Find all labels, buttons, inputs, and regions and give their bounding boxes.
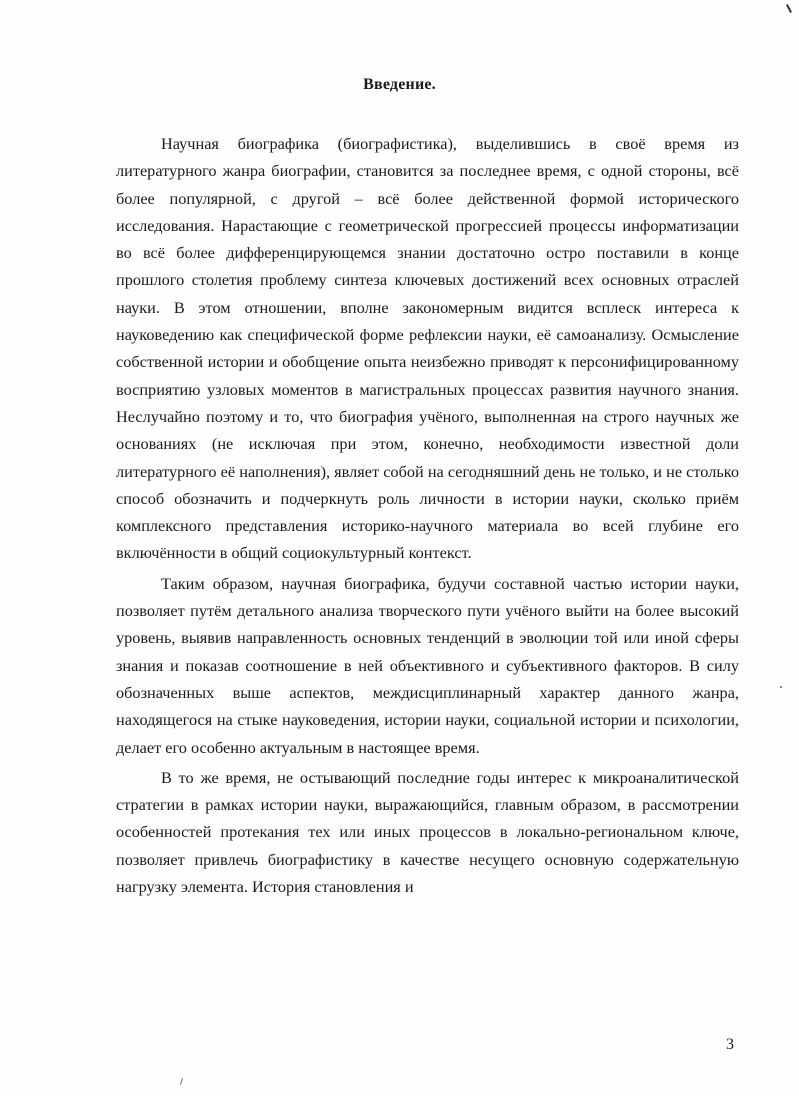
scan-dot-icon: [780, 686, 782, 688]
paragraph-1: Научная биографика (биографистика), выделившись в своё время из литературного жанра биографии, становится за последнее время, с одной стороны, всё более популярной, с другой – всё более действенной формой исторического исследования. Нарастающие с геометрической прогрессией процессы информатизации во всё более дифференцирующемся знании достаточно остро поставили в конце прошлого столетия проблему синтеза ключевых достижений всех основных отраслей науки. В этом отношении, вполне закономерным видится всплеск интереса к науковедению как специфической форме рефлексии науки, её самоанализу. Осмысление собственной истории и обобщение опыта неизбежно приводят к персонифицированному восприятию узловых моментов в магистральных процессах развития научного знания. Неслучайно поэтому и то, что биография учёного, выполненная на строго научных же основаниях (не исключая при этом, конечно, необходимости известной доли литературного её наполнения), являет собой на сегодняшний день не только, и не столько способ обозначить и подчеркнуть роль личности в истории науки, сколько приём комплексного представления историко-научного материала во всей глубине его включённости в общий социокультурный контекст.: [116, 134, 739, 563]
page-title: Введение.: [363, 76, 436, 93]
body-text: [116, 130, 739, 900]
paragraph-3: В то же время, не остывающий последние годы интерес к микроаналитической стратегии в рамках истории науки, выражающийся, главным образом, в рассмотрении особенностей протекания тех или иных процессов в локально-региональном ключе, позволяет привлечь биографистику в качестве несущего основную содержательную нагрузку элемента. История становления и: [116, 767, 739, 897]
paragraph-2: Таким образом, научная биографика, будучи составной частью истории науки, позволяет путём детального анализа творческого пути учёного выйти на более высокий уровень, выявив направленность основных тенденций в эволюции той или иной сферы знания и показав соотношение в ней объективного и субъективного факторов. В силу обозначенных выше аспектов, междисциплинарный характер данного жанра, находящегося на стыке науковедения, истории науки, социальной истории и психологии, делает его особенно актуальным в настоящее время.: [116, 573, 739, 757]
scan-mark-icon: [786, 4, 792, 13]
page-number: 3: [726, 1036, 734, 1053]
scan-mark-icon: [180, 1078, 183, 1085]
